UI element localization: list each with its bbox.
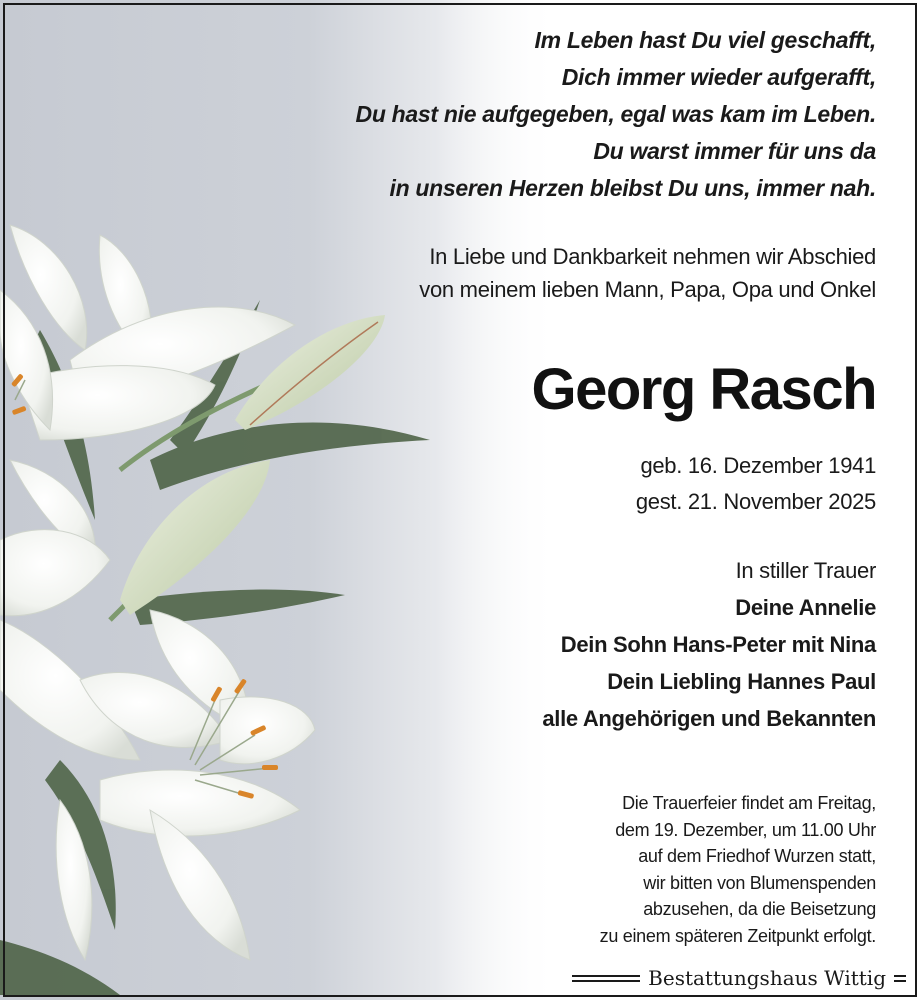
funeral-line: abzusehen, da die Beisetzung [643, 899, 876, 919]
poem-line: Du hast nie aufgegeben, egal was kam im Leben. [355, 101, 876, 127]
funeral-line: dem 19. Dezember, um 11.00 Uhr [615, 819, 876, 840]
funeral-home-footer [572, 960, 906, 996]
intro-line: von meinem lieben Mann, Papa, Opa und Onkel [419, 277, 876, 302]
poem-line: Im Leben hast Du viel geschafft, [534, 27, 876, 53]
birth-date: geb. 16. Dezember 1941 [640, 453, 876, 478]
mourner-name: Dein Liebling Hannes Paul [607, 669, 876, 694]
mourner-name: alle Angehörigen und Bekannten [542, 706, 876, 731]
footer-rule [572, 975, 640, 982]
footer-rule [894, 975, 906, 982]
mourner-name: Dein Sohn Hans-Peter mit Nina [560, 632, 876, 657]
life-dates [636, 448, 876, 520]
funeral-line: zu einem späteren Zeitpunkt erfolgt. [599, 925, 876, 946]
farewell-intro [419, 240, 876, 306]
funeral-line: auf dem Friedhof Wurzen statt, [638, 846, 876, 866]
memorial-poem [356, 22, 876, 207]
poem-line: Du warst immer für uns da [593, 138, 876, 164]
mourning-heading: In stiller Trauer [735, 558, 876, 583]
intro-line: In Liebe und Dankbarkeit nehmen wir Abschied [429, 244, 876, 269]
funeral-line: Die Trauerfeier findet am Freitag, [622, 793, 876, 813]
funeral-home-name: Bestattungshaus Wittig [648, 966, 886, 990]
poem-line: in unseren Herzen bleibst Du uns, immer nah. [389, 175, 876, 201]
death-date: gest. 21. November 2025 [635, 489, 876, 514]
deceased-name: Georg Rasch [531, 357, 876, 422]
poem-line: Dich immer wieder aufgerafft, [561, 64, 876, 90]
funeral-info [600, 790, 876, 949]
mourner-name: Deine Annelie [735, 595, 876, 620]
mourners-block [542, 552, 876, 737]
funeral-line: wir bitten von Blumenspenden [643, 872, 876, 893]
